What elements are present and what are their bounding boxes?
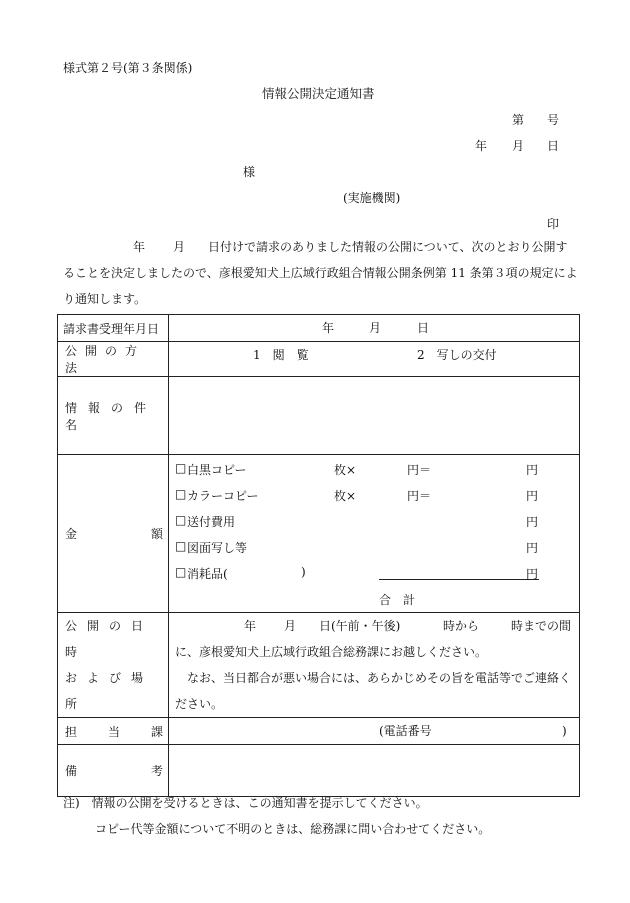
schedule-to: 時までの間 [511,619,572,633]
request-month: 月 [369,321,382,335]
label-item: 情報の件名 [65,400,158,432]
row-section [58,718,580,745]
fee-yen-4: 円 [526,541,539,555]
value-request-date [169,315,580,342]
phone-close: ) [562,724,567,738]
fee-name-4: 図面写し等 [187,541,248,555]
intro-line3: り通知します。 [63,292,147,306]
issue-date-day: 日 [547,139,560,153]
note-line2: コピー代等金額について不明のときは、総務課に問い合わせてください。 [95,822,491,836]
fee-item-shipping [169,507,579,533]
label-section-1: 担 [65,724,78,739]
fee-unit-2: 円＝ [407,489,432,503]
fee-name-3: 送付費用 [187,515,236,529]
schedule-line2: に、彦根愛知犬上広域行政組合総務課にお越しください。 [175,645,488,659]
fee-total-underline [379,579,539,580]
request-day: 日 [417,321,430,335]
intro-year: 年 [133,240,146,254]
fee-item-drawing-copy [169,533,579,559]
form-number: 様式第２号(第３条関係) [63,61,193,75]
fee-checkbox-5[interactable]: □ [175,565,187,579]
label-schedule-2: および場所 [65,671,154,711]
schedule-month: 月 [284,619,297,633]
fee-name-5: 消耗品( [187,567,228,581]
doc-number-label: 第 [512,113,525,127]
seal-mark: 印 [547,217,560,231]
fee-item-consumables [169,559,579,585]
phone-label: (電話番号 [379,724,432,738]
issue-date-year: 年 [475,139,488,153]
schedule-day: 日(午前・午後) [319,619,401,633]
note-line1: 注) 情報の公開を受けるときは、この通知書を提示してください。 [63,796,428,810]
fee-name-2: カラーコピー [187,489,259,503]
fee-sheets-1: 枚× [334,463,357,477]
fee-item-color-copy [169,481,579,507]
fee-yen-2: 円 [526,489,539,503]
label-fee-2: 額 [150,527,163,541]
intro-paragraph [63,234,581,312]
label-section-2: 当 [107,724,120,739]
request-year: 年 [322,321,335,335]
fee-yen-3: 円 [526,515,539,529]
fee-close-5: ) [301,565,306,579]
row-method [58,342,580,377]
fee-checkbox-3[interactable]: □ [175,513,187,527]
label-remarks-1: 備 [65,764,78,778]
schedule-line3: なお、当日都合が悪い場合には、あらかじめその旨を電話等でご連絡く [187,671,572,685]
fee-unit-1: 円＝ [407,463,432,477]
fee-checkbox-1[interactable]: □ [175,461,187,475]
row-schedule [58,613,580,718]
label-request-date: 請求書受理年月日 [63,321,160,336]
method-option-view: 1 閲 覧 [253,348,309,362]
label-schedule-1: 公開の日時 [65,619,154,659]
row-item [58,377,580,455]
value-remarks [169,745,580,797]
schedule-line4: ださい。 [175,697,224,711]
notice-table [57,314,580,797]
schedule-from: 時から [443,619,480,633]
schedule-year: 年 [244,619,257,633]
row-remarks [58,745,580,797]
label-section-3: 課 [150,724,163,739]
intro-line2: ることを決定しましたので、彦根愛知犬上広域行政組合情報公開条例第 11 条第３項の規定によ [63,266,578,280]
label-remarks-2: 考 [150,764,163,778]
label-remarks [58,762,168,779]
fee-checkbox-4[interactable]: □ [175,539,187,553]
fee-yen-1: 円 [526,463,539,477]
fee-total-label: 合 計 [379,593,416,607]
value-fee [169,455,580,613]
label-fee-1: 金 [65,527,78,541]
row-fee [58,455,580,613]
value-item [169,377,580,455]
fee-item-mono-copy [169,455,579,481]
document-title: 情報公開決定通知書 [262,86,375,101]
value-method [169,342,580,377]
intro-month: 月 [173,240,186,254]
issue-date-month: 月 [512,139,525,153]
row-request-date [58,315,580,342]
issuer-label: (実施機関) [343,191,401,205]
label-section [58,723,168,740]
label-method: 公開の方法 [65,344,146,375]
method-option-copy: 2 写しの交付 [417,348,497,362]
value-schedule [169,613,580,718]
addressee-suffix: 様 [243,165,256,179]
value-section [169,718,580,745]
fee-yen-5: 円 [526,567,539,581]
label-fee [58,525,168,542]
fee-checkbox-2[interactable]: □ [175,487,187,501]
intro-rest: 日付けで請求のありました情報の公開について、次のとおり公開す [208,240,568,254]
fee-sheets-2: 枚× [334,489,357,503]
doc-number-suffix: 号 [547,113,560,127]
fee-name-1: 白黒コピー [187,463,247,477]
fee-total [169,585,579,611]
